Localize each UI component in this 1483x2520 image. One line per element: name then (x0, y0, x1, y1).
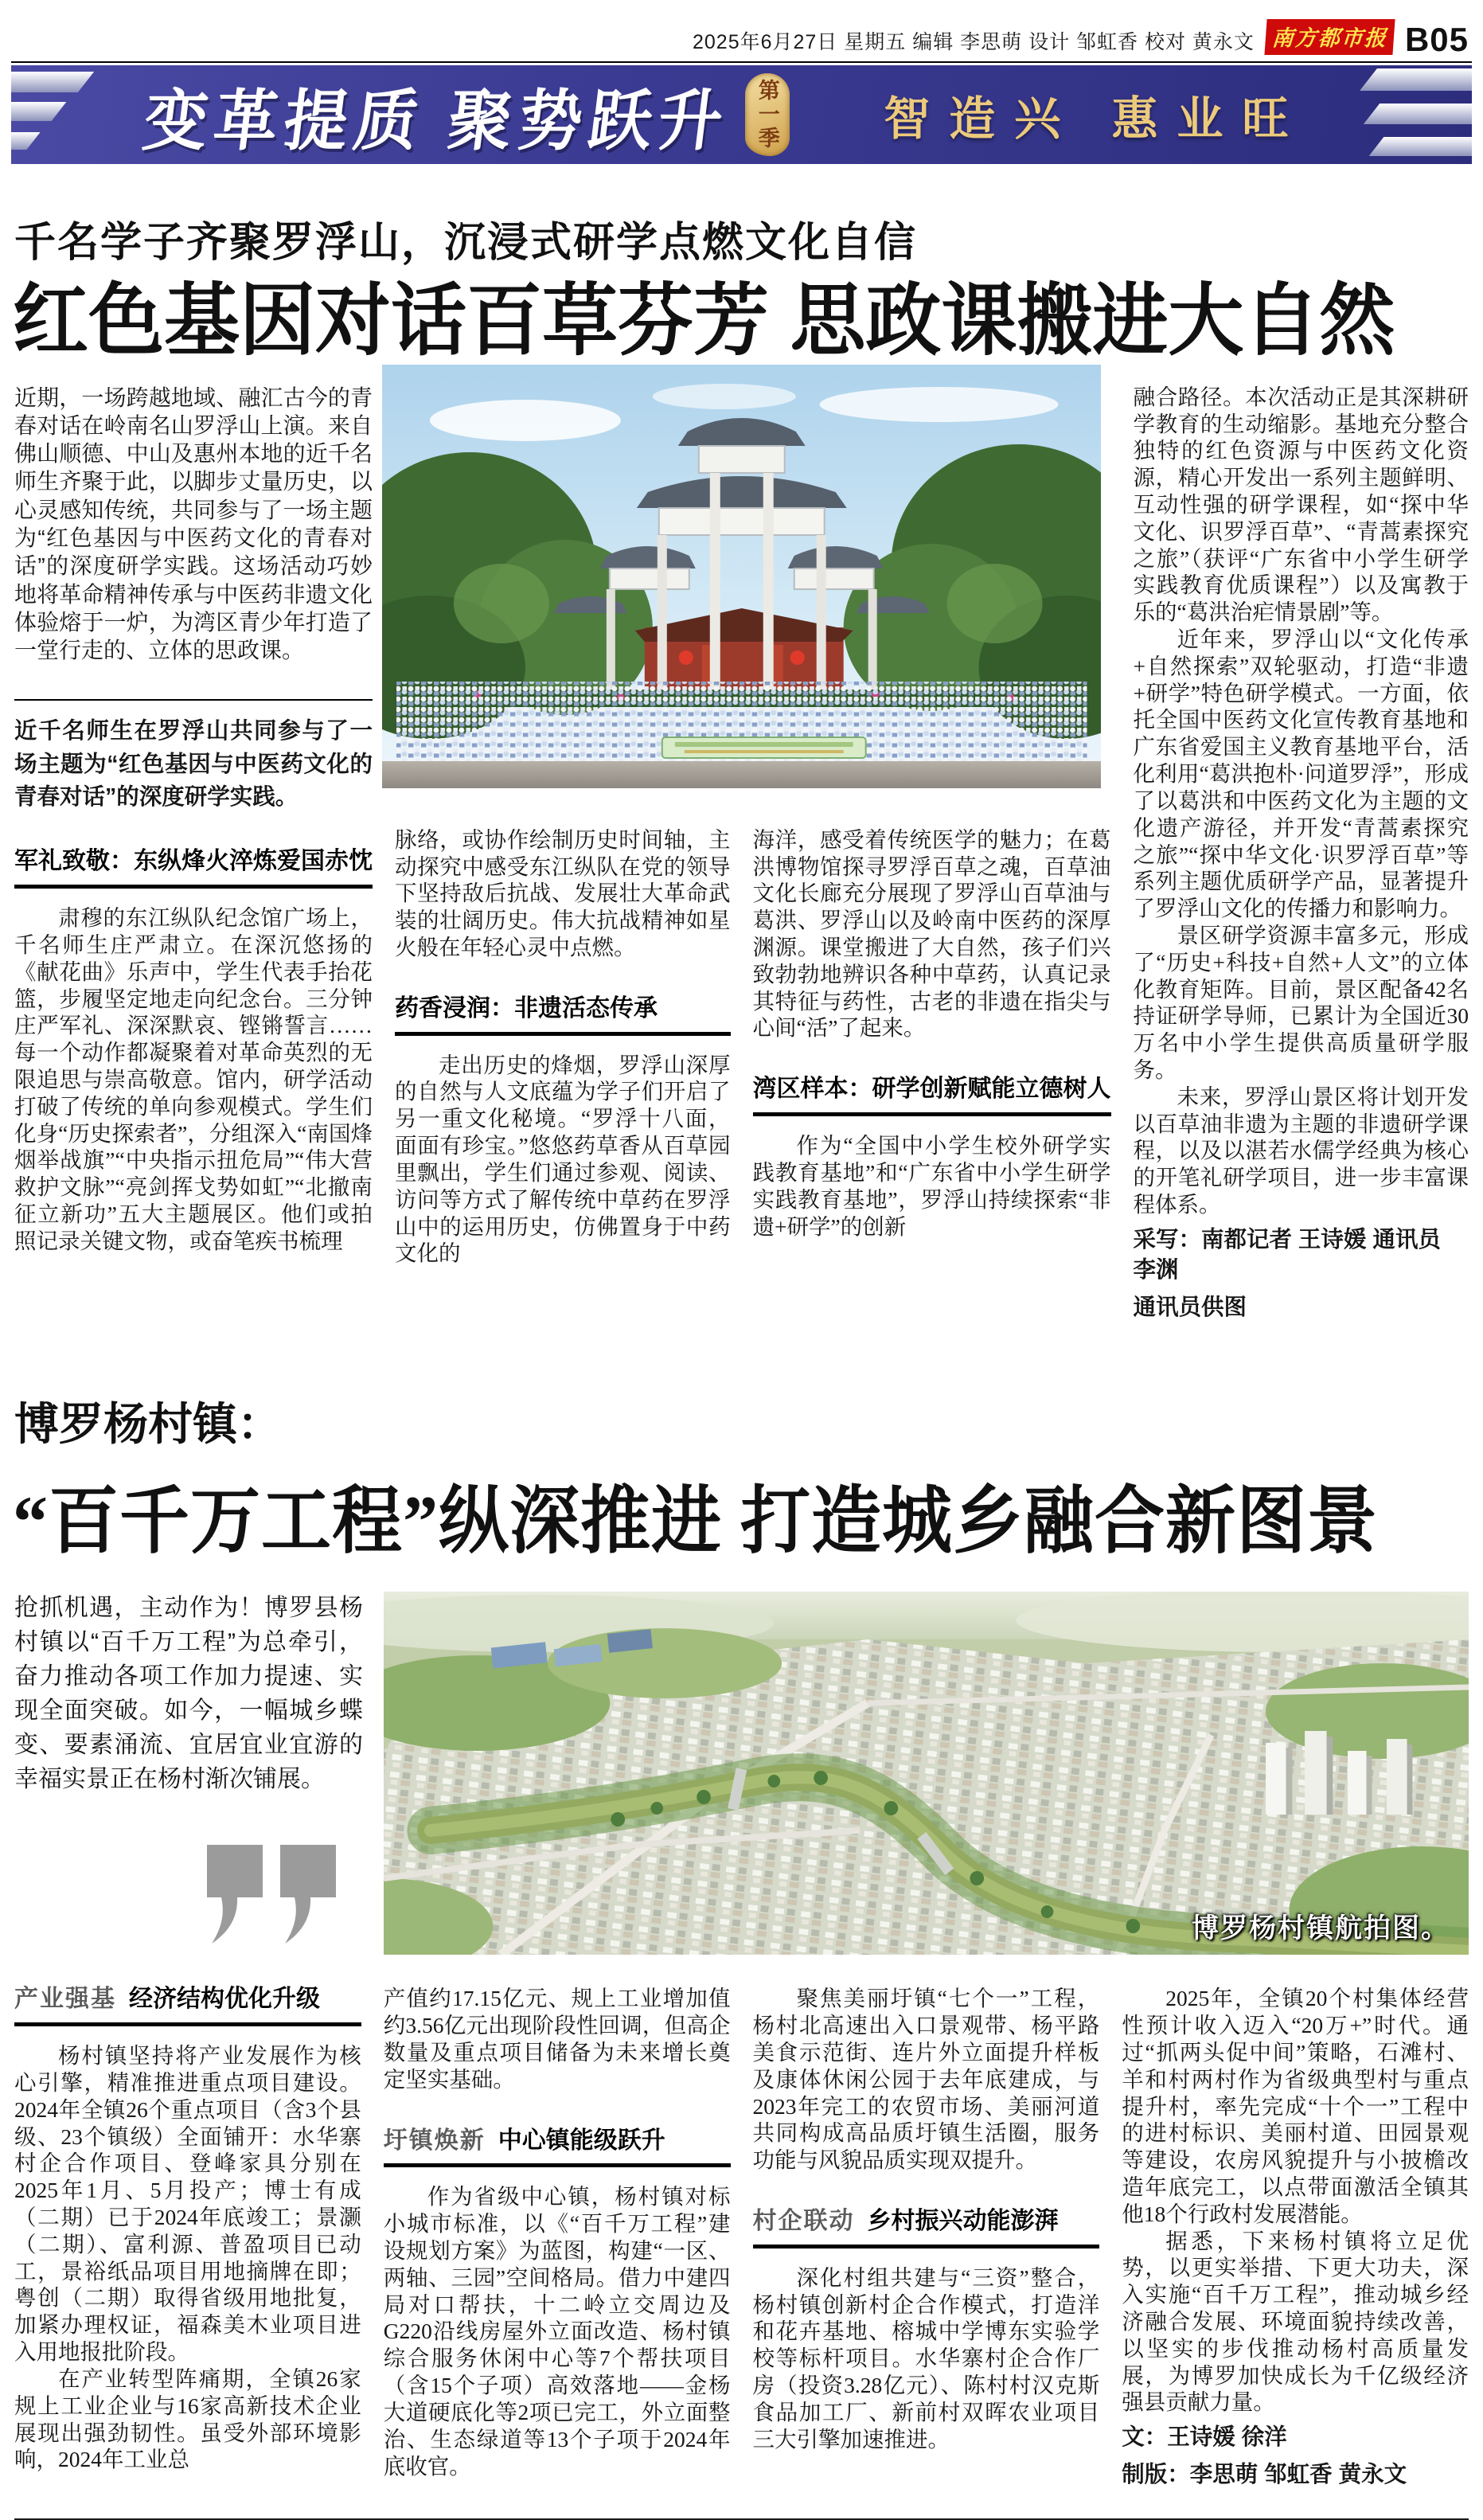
aerial-photo-yangcun (384, 1592, 1469, 1955)
article-yangcun-town (11, 1389, 1472, 2490)
article2-intro: 抢抓机遇，主动作为！博罗县杨村镇以“百千万工程”为总牵引，奋力推动各项工作加力提速、实现全面突破。如今，一幅城乡蝶变、要素涌流、宜居宜业宜游的幸福实景正在杨村渐次铺展。 (14, 1595, 363, 1792)
section-title-village-text: 乡村振兴动能澎湃 (867, 2207, 1059, 2234)
section-rule (14, 885, 373, 889)
article1-photo-caption: 近千名师生在罗浮山共同参与了一场主题为“红色基因与中医药文化的青春对话”的深度研学实践。 (14, 718, 373, 810)
section-title-industry (14, 1985, 361, 2014)
article1-col1 (14, 384, 373, 1323)
article1-kicker: 千名学子齐聚罗浮山，沉浸式研学点燃文化自信 (14, 220, 918, 266)
article2-col4-paragraph2: 据悉，下来杨村镇将立足优势，以更实举措、下更大功夫，深入实施“百千万工程”，推动城乡经济融合发展、环境面貌持续改善，以坚实的步伐推动杨村高质量发展，为博罗加快成长为千亿级经济强县贡献力量。 (1122, 2228, 1469, 2415)
article1-sec2-paragraph: 走出历史的烽烟，罗浮山深厚的自然与人文底蕴为学子们开启了另一重文化秘境。“罗浮十八面，面面有珍宝。”悠悠药草香从百草园里飘出，学生们通过参观、阅读、访问等方式了解传统中草药在罗浮山中的运用历史，仿佛置身于中药文化的 (395, 1052, 731, 1266)
article1-col4 (1134, 384, 1469, 1323)
archway-photo-illustration (382, 365, 1102, 788)
article2-headline: “百千万工程”纵深推进 打造城乡融合新图景 (13, 1482, 1379, 1564)
aerial-photo-illustration (384, 1592, 1469, 1955)
article2-body (11, 1985, 1472, 2490)
section-rule (395, 1032, 731, 1036)
article2-byline: 文：王诗媛 徐洋 (1122, 2424, 1287, 2451)
section-rule (384, 2163, 731, 2167)
campaign-banner (11, 65, 1472, 164)
banner-slogan: 变革提质 聚势跃升 (139, 84, 734, 158)
article2-col4 (1122, 1985, 1469, 2490)
article1-body (11, 384, 1472, 1323)
paper-logo: 南方都市报 (1264, 19, 1395, 55)
quote-mark-icon (14, 1840, 363, 1948)
section-title-township-text: 中心镇能级跃升 (498, 2127, 665, 2154)
article1-col4-paragraph1: 融合路径。本次活动正是其深耕研学教育的生动缩影。基地充分整合独特的红色资源与中医药文化资源，精心开发出一系列主题鲜明、互动性强的研学课程，如“探中华文化、识罗浮百草”、“青蒿素探究之旅”（获评“广东省中小学生研学实践教育优质课程”）以及寓教于乐的“葛洪治疟情景剧”等。 (1133, 384, 1469, 625)
section-label-township: 圩镇焕新 (383, 2127, 486, 2154)
section-title-herb-heritage: 药香浸润：非遗活态传承 (395, 994, 658, 1022)
section-title-military-salute: 军礼致敬：东纵烽火淬炼爱国赤忱 (14, 848, 373, 875)
section-rule (753, 2245, 1100, 2248)
article2-col2-paragraph: 产值约17.15亿元、规上工业增加值约3.56亿元出现阶段性回调，但高企数量及重点项目储备为未来增长奠定坚实基础。 (383, 1986, 731, 2092)
banner-stripe-icon (11, 102, 66, 121)
section-rule (753, 1112, 1111, 1116)
article2-sec3-paragraph: 深化村组共建与“三资”整合，杨村镇创新村企合作模式，打造洋和花卉基地、榕城中学博东实验学校等标杆项目。水华寨村企合作厂房（投资3.28亿元）、陈村村汉克斯食品加工厂、新前村双晖农业项目三大引擎加速推进。 (752, 2264, 1100, 2452)
article1-byline: 采写：南都记者 王诗媛 通讯员 李渊 (1133, 1226, 1441, 1283)
article2-sec1-paragraph2: 在产业转型阵痛期，全镇26家规上工业企业与16家高新技术企业展现出强劲韧性。虽受外部环境影响，2024年工业总 (14, 2366, 361, 2472)
season-seal (745, 73, 790, 156)
page-number: B05 (1404, 21, 1469, 59)
article1-col3-paragraph: 海洋，感受着传统医学的魅力；在葛洪博物馆探寻罗浮百草之魂，百草油文化长廊充分展现了罗浮山百草油与葛洪、罗浮山以及岭南中医药的深厚渊源。课堂搬进了大自然，孩子们兴致勃勃地辨识各种中草药，认真记录其特征与药性，古老的非遗在指尖与心间“活”了起来。 (752, 826, 1111, 1041)
article2-col4-paragraph1: 2025年，全镇20个村集体经营性预计收入迈入“20万+”时代。通过“抓两头促中间”策略，石滩村、羊和村两村作为省级典型村与重点提升村，率先完成“十个一”工程中的进村标识、美丽村道、田园景观等建设，农房风貌提升与小披檐改造年底完工，以点带面激活全镇其他18个行政村发展潜能。 (1122, 1986, 1469, 2226)
season-seal-text: 第一季 (755, 79, 779, 150)
section-label-village: 村企联动 (752, 2207, 855, 2234)
article-research-camp (11, 209, 1472, 1323)
article1-sec3-paragraph: 作为“全国中小学生校外研学实践教育基地”和“广东省中小学生研学实践教育基地”，罗浮山持续探索“非遗+研学”的创新 (752, 1133, 1111, 1239)
article1-photo-credit: 通讯员供图 (1133, 1294, 1247, 1320)
article2-sec2-paragraph: 作为省级中心镇，杨村镇对标小城市标准，以《“百千万工程”建设规划方案》为蓝图，构建“一区、两轴、三园”空间格局。借力中建四局对口帮扶，十二岭立交周边及G220沿线房屋外立面改造、杨村镇综合服务休闲中心等7个帮扶项目（含15个子项）高效落地——金杨大道硬底化等2项已完工，外立面整治、生态绿道等13个子项于2024年底收官。 (383, 2184, 731, 2479)
section-title-bay-area-sample: 湾区样本：研学创新赋能立德树人 (752, 1076, 1111, 1103)
section-title-township (384, 2127, 731, 2156)
banner-stripe-icon (1360, 68, 1472, 91)
article2-col3 (753, 1985, 1100, 2490)
masthead-rule (11, 61, 1472, 63)
article2-production-credit: 制版：李思萌 邹虹香 黄永文 (1122, 2461, 1407, 2487)
article1-col4-paragraph2: 近年来，罗浮山以“文化传承+自然探索”双轮驱动，打造“非遗+研学”特色研学模式。一方面，依托全国中医药文化宣传教育基地和广东省爱国主义教育基地平台，活化利用“葛洪抱朴·问道罗浮”，形成了以葛洪和中医药文化为主题的文化遗产游径，并开发“青蒿素探究之旅”“探中华文化·识罗浮百草”等系列主题优质研学产品，显著提升了罗浮山文化的传播力和影响力。 (1133, 627, 1469, 921)
masthead (11, 19, 1472, 61)
article1-col4-paragraph3: 景区研学资源丰富多元，形成了“历史+科技+自然+人文”的立体化教育矩阵。目前，景区配备42名持证研学导师，已累计为全国近30万名中小学生提供高质量研学服务。 (1133, 922, 1469, 1082)
article2-sec1-paragraph1: 杨村镇坚持将产业发展作为核心引擎，精准推进重点项目建设。2024年全镇26个重点项目（含3个县级、23个镇级）全面铺开：水华寨村企合作项目、登峰家具分别在2025年1月、5月投产；博士有成（二期）已于2024年底竣工；景灏（二期）、富利源、普盈项目已动工，景裕纸品项目用地摘牌在即；粤创（二期）取得省级用地批复，加紧办理权证，福森美木业项目进入用地报批阶段。 (14, 2043, 361, 2365)
article2-kicker: 博罗杨村镇： (14, 1399, 282, 1450)
banner-right-slogan: 智造兴 惠业旺 (884, 93, 1308, 145)
banner-stripe-icon (11, 132, 41, 150)
group-photo-archway (382, 365, 1102, 788)
article2-col2 (384, 1985, 731, 2490)
article1-headline: 红色基因对话百草芬芳 思政课搬进大自然 (13, 276, 1395, 365)
dateline: 2025年6月27日 星期五 编辑 李思萌 设计 邹虹香 校对 黄永文 (692, 31, 1255, 53)
article2-col3-paragraph: 聚焦美丽圩镇“七个一”工程，杨村北高速出入口景观带、杨平路美食示范街、连片外立面提升样板及康体休闲公园于去年底建成，与2023年完工的农贸市场、美丽河道共同构成高品质圩镇生活圈，服务功能与风貌品质实现双提升。 (752, 1986, 1100, 2173)
banner-stripe-icon (1369, 137, 1472, 156)
section-rule (14, 2022, 361, 2026)
article1-col4-paragraph4: 未来，罗浮山景区将计划开发以百草油非遗为主题的非遗研学课程，以及以湛若水儒学经典为核心的开笔礼研学项目，进一步丰富课程体系。 (1133, 1084, 1469, 1217)
caption-rule (14, 699, 373, 701)
article2-photo-caption: 博罗杨村镇航拍图。 (1192, 1913, 1450, 1944)
article2-lede-row (11, 1592, 1472, 1955)
article2-col1 (14, 1985, 361, 2490)
section-title-village (753, 2207, 1100, 2237)
section-label-industry: 产业强基 (14, 1986, 116, 2013)
section-title-industry-text: 经济结构优化升级 (129, 1986, 320, 2013)
banner-stripe-icon (11, 72, 94, 92)
banner-stripe-icon (1364, 104, 1472, 124)
article2-lede-column (14, 1592, 363, 1955)
article1-sec1-paragraph: 肃穆的东江纵队纪念馆广场上，千名师生庄严肃立。在深沉悠扬的《献花曲》乐声中，学生代表手抬花篮，步履坚定地走向纪念台。三分钟庄严军礼、深深默哀、铿锵誓言……每一个动作都凝聚着对革命英烈的无限追思与崇高敬意。馆内，研学活动打破了传统的单向参观模式。学生们化身“历史探索者”，分组深入“南国烽烟举战旗”“中央指示扭危局”“伟大营救护文脉”“亮剑挥戈势如虹”“北撤南征立新功”五大主题展区。他们或拍照记录关键文物，或奋笔疾书梳理 (14, 905, 373, 1253)
article1-intro: 近期，一场跨越地域、融汇古今的青春对话在岭南名山罗浮山上演。来自佛山顺德、中山及惠州本地的近千名师生齐聚于此，以脚步丈量历史，以心灵感知传统，共同参与了一场主题为“红色基因与中医药文化的青春对话”的深度研学实践。这场活动巧妙地将革命精神传承与中医药非遗文化体验熔于一炉，为湾区青少年打造了一堂行走的、立体的思政课。 (14, 385, 373, 663)
article1-col2-paragraph: 脉络，或协作绘制历史时间轴，主动探究中感受东江纵队在党的领导下坚持敌后抗战、发展壮大革命武装的壮阔历史。伟大抗战精神如星火般在年轻心灵中点燃。 (395, 826, 731, 959)
